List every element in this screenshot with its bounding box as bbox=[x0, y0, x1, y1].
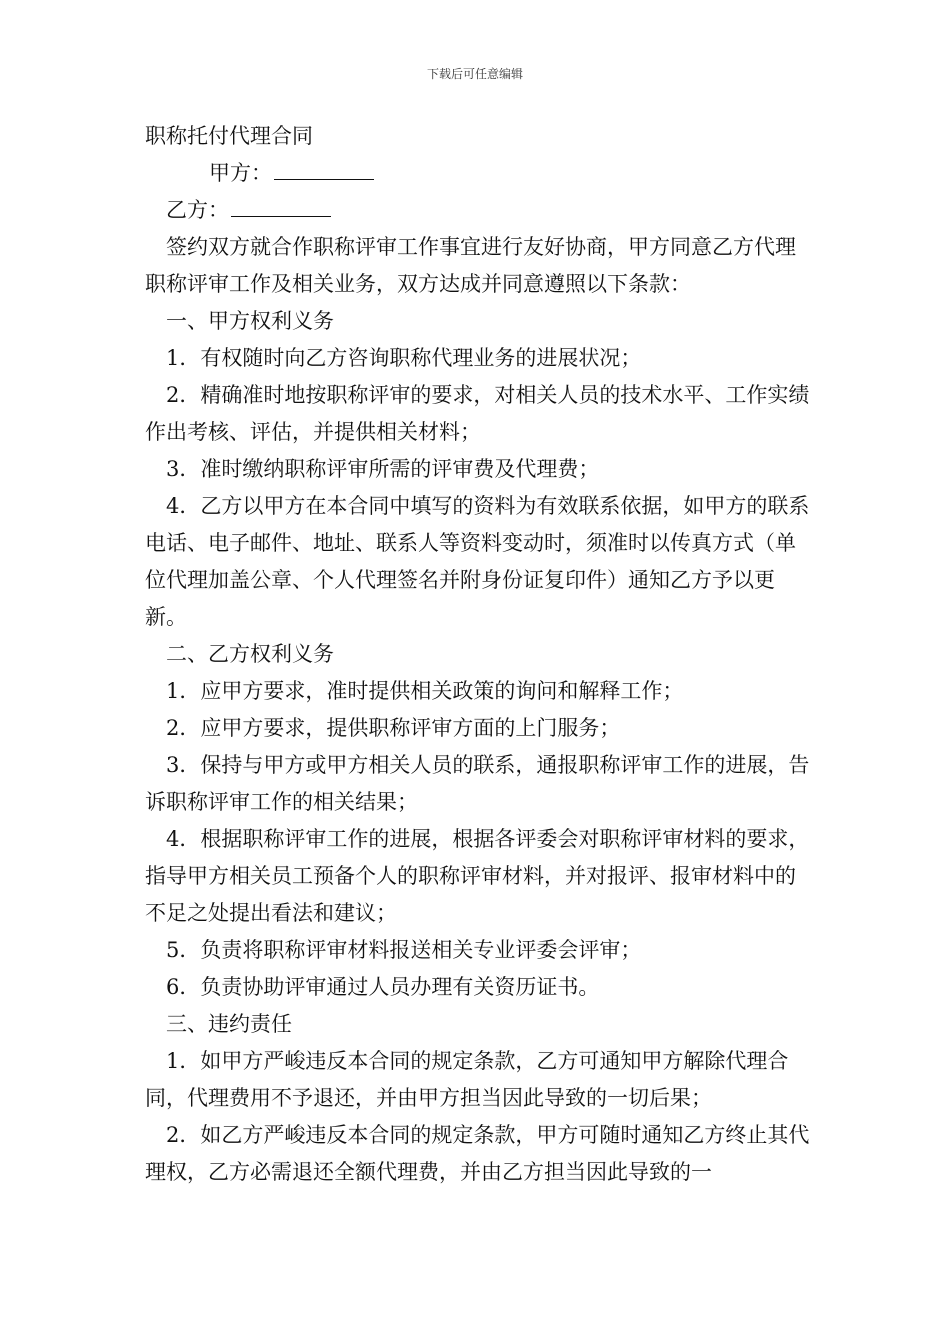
section-heading-2: 二、乙方权利义务 bbox=[166, 642, 334, 666]
section-1-item-4-text: 4．乙方以甲方在本合同中填写的资料为有效联系依据，如甲方的联系电话、电子邮件、地址、联系人等资料变动时，须准时以传真方式（单位代理加盖公章、个人代理签名并附身份证复印件）通知乙方予以更新。 bbox=[145, 494, 810, 629]
section-2-item-6-text: 6．负责协助评审通过人员办理有关资历证书。 bbox=[166, 975, 600, 999]
party-b-label: 乙方： bbox=[166, 198, 229, 222]
section-1-item-4 bbox=[145, 488, 810, 636]
section-heading-1: 一、甲方权利义务 bbox=[166, 309, 334, 333]
section-1-item-3-text: 3．准时缴纳职称评审所需的评审费及代理费； bbox=[166, 457, 600, 481]
intro-paragraph bbox=[145, 229, 810, 303]
contract-title: 职称托付代理合同 bbox=[145, 124, 313, 148]
section-3-item-2 bbox=[145, 1117, 810, 1191]
party-a-label: 甲方： bbox=[209, 161, 272, 185]
document-body bbox=[145, 118, 810, 1191]
section-2-item-5-text: 5．负责将职称评审材料报送相关专业评委会评审； bbox=[166, 938, 642, 962]
page-header: 下载后可任意编辑 bbox=[426, 67, 523, 81]
section-2-item-1-text: 1．应甲方要求，准时提供相关政策的询问和解释工作； bbox=[166, 679, 684, 703]
section-2-item-2-text: 2．应甲方要求，提供职称评审方面的上门服务； bbox=[166, 716, 621, 740]
section-3-item-1-text: 1．如甲方严峻违反本合同的规定条款，乙方可通知甲方解除代理合同，代理费用不予退还，并由甲方担当因此导致的一切后果； bbox=[145, 1049, 789, 1110]
section-2-item-4 bbox=[145, 821, 810, 932]
party-b-line bbox=[145, 192, 810, 229]
section-1-item-2-text: 2．精确准时地按职称评审的要求，对相关人员的技术水平、工作实绩作出考核、评估，并提供相关材料； bbox=[145, 383, 810, 444]
section-2-item-1 bbox=[145, 673, 810, 710]
section-1-item-3 bbox=[145, 451, 810, 488]
section-2-item-6 bbox=[145, 969, 810, 1006]
section-2-item-4-text: 4．根据职称评审工作的进展，根据各评委会对职称评审材料的要求，指导甲方相关员工预备个人的职称评审材料，并对报评、报审材料中的不足之处提出看法和建议； bbox=[145, 827, 810, 925]
section-1-item-1-text: 1．有权随时向乙方咨询职称代理业务的进展状况； bbox=[166, 346, 642, 370]
party-a-line bbox=[145, 155, 810, 192]
party-b-blank bbox=[231, 196, 331, 217]
section-2-item-5 bbox=[145, 932, 810, 969]
party-a-blank bbox=[274, 159, 374, 180]
section-heading-3: 三、违约责任 bbox=[166, 1012, 292, 1036]
section-1-item-1 bbox=[145, 340, 810, 377]
section-2-item-3-text: 3．保持与甲方或甲方相关人员的联系，通报职称评审工作的进展，告诉职称评审工作的相关结果； bbox=[145, 753, 810, 814]
section-2-item-3 bbox=[145, 747, 810, 821]
section-3-item-1 bbox=[145, 1043, 810, 1117]
section-2-item-2 bbox=[145, 710, 810, 747]
section-3-item-2-text: 2．如乙方严峻违反本合同的规定条款，甲方可随时通知乙方终止其代理权，乙方必需退还全额代理费，并由乙方担当因此导致的一 bbox=[145, 1123, 810, 1184]
section-1-item-2 bbox=[145, 377, 810, 451]
intro-text: 签约双方就合作职称评审工作事宜进行友好协商，甲方同意乙方代理职称评审工作及相关业务，双方达成并同意遵照以下条款： bbox=[145, 235, 796, 296]
